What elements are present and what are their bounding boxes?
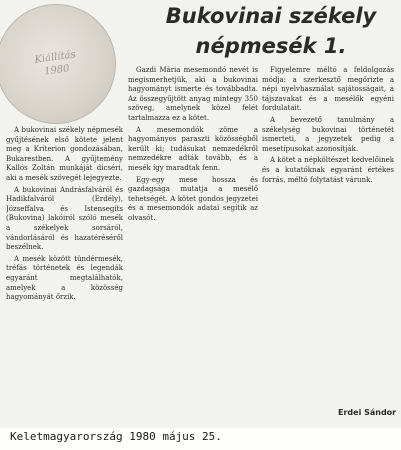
article-column-1 bbox=[6, 126, 123, 408]
article-title-line1: Bukovinai székely bbox=[165, 4, 377, 28]
stamp-seal bbox=[0, 4, 116, 124]
paragraph: A bukovinai Andrásfalváról és Hadikfalváról (Erdély), Józseffalva és Istensegíts (Bukovina) lakóiról szóló mesék a székelyek sorsáról, vándorlásáról és hazatéréséről beszélnek. bbox=[6, 185, 123, 252]
article-column-2 bbox=[128, 66, 258, 408]
stamp-text: Kiállítás 1980 bbox=[33, 49, 77, 78]
paragraph: A bukovinai székely népmesék gyűjtésének első kötete jelent meg a Kriterion gondozásában, Bukarestben. A gyűjtemény Kallós Zoltán munkáját dicséri, aki a mesék szövegét lejegyezte. bbox=[6, 126, 123, 182]
article-title-line2: népmesék 1. bbox=[195, 34, 347, 58]
paragraph: Egy-egy mese hossza és gazdagsága mutatja a mesélő tehetségét. A kötet gondos jegyzetei és a mesemondók adatai segítik az olvasót. bbox=[128, 175, 258, 222]
author-signature: Erdei Sándor bbox=[338, 408, 397, 417]
paragraph: A mesék között tündérmesék, tréfás történetek és legendák egyaránt megtalálhatók, amelyek a közösség hagyományát őrzik. bbox=[6, 254, 123, 302]
paragraph: A mesemondók zöme a hagyományos paraszti közösségből került ki; tudásukat nemzedékről nemzedékre adták tovább, és a mesék így maradtak fenn. bbox=[128, 125, 258, 172]
article-title bbox=[148, 1, 394, 61]
paragraph: Figyelemre méltó a feldolgozás módja: a szerkesztő megőrizte a népi nyelvhasználat sajátosságait, a tájszavakat és a mesélők egyéni fordulatait. bbox=[262, 66, 394, 113]
paragraph: A bevezető tanulmány a székelység bukovinai történetét ismerteti, a jegyzetek pedig a mesetípusokat azonosítják. bbox=[262, 115, 394, 153]
paragraph: Gazdi Mária mesemondó nevét is megismerhetjük, aki a bukovinai hagyományt ismerte és továbbadta. Az összegyűjtött anyag mintegy 350 szöveg, amelynek közel felét tartalmazza ez a kötet. bbox=[128, 66, 258, 122]
article-column-3 bbox=[262, 66, 394, 366]
paragraph: A kötet a népköltészet kedvelőinek és a kutatóknak egyaránt értékes forrás, méltó folytatást várunk. bbox=[262, 156, 394, 184]
source-caption: Keletmagyarország 1980 május 25. bbox=[10, 430, 222, 443]
